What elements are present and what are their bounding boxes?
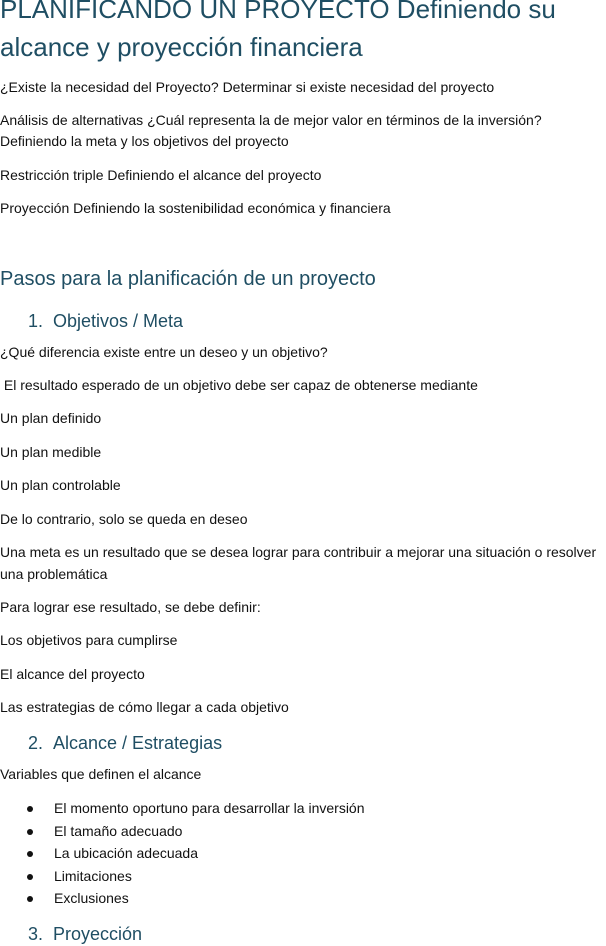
- step-2-heading: [28, 731, 222, 755]
- intro-line-3: Definiendo la meta y los objetivos del proyecto: [0, 133, 289, 149]
- step-3-number: 3.: [28, 924, 44, 944]
- list-item-text: El momento oportuno para desarrollar la inversión: [54, 800, 365, 816]
- step-1-paragraph: Los objetivos para cumplirse: [0, 632, 178, 648]
- list-item-text: Limitaciones: [54, 867, 132, 884]
- step-1-paragraph: De lo contrario, solo se queda en deseo: [0, 511, 248, 527]
- step-1-paragraph: Un plan controlable: [0, 477, 121, 493]
- list-item: [0, 842, 365, 865]
- intro-line-4: Restricción triple Definiendo el alcance del proyecto: [0, 167, 322, 183]
- list-item-text: Exclusiones: [54, 890, 129, 907]
- document-title: PLANIFICANDO UN PROYECTO Definiendo su alcance y proyección financiera: [0, 0, 556, 62]
- list-item: [0, 797, 365, 820]
- step-1-paragraph: ¿Qué diferencia existe entre un deseo y un objetivo?: [0, 344, 328, 360]
- step-1-paragraph: Una meta es un resultado que se desea lograr para contribuir a mejorar una situación o resolver una problemática: [0, 544, 597, 582]
- scope-variables-list: [0, 797, 365, 910]
- section-heading: Pasos para la planificación de un proyecto: [0, 268, 376, 290]
- step-1-paragraph: El alcance del proyecto: [0, 666, 145, 682]
- list-item-text: El tamaño adecuado: [54, 822, 183, 839]
- intro-line-1: ¿Existe la necesidad del Proyecto? Determinar si existe necesidad del proyecto: [0, 79, 495, 95]
- step-3-heading: [28, 922, 142, 946]
- step-1-paragraph: Para lograr ese resultado, se debe definir:: [0, 599, 261, 615]
- step-1-number: 1.: [28, 311, 44, 331]
- list-item-text: La ubicación adecuada: [54, 845, 199, 862]
- list-item: [0, 887, 365, 910]
- step-1-paragraph: El resultado esperado de un objetivo debe ser capaz de obtenerse mediante: [0, 377, 478, 393]
- step-1-paragraph: Un plan definido: [0, 410, 102, 426]
- step-1-paragraph: Las estrategias de cómo llegar a cada objetivo: [0, 699, 289, 715]
- step-3-label: Proyección: [53, 924, 143, 944]
- intro-line-2: Análisis de alternativas ¿Cuál representa la de mejor valor en términos de la inversión?: [0, 112, 542, 128]
- bullet-icon: [27, 806, 33, 812]
- bullet-icon: [27, 896, 33, 902]
- bullet-icon: [27, 874, 33, 880]
- step-1-label: Objetivos / Meta: [53, 311, 184, 331]
- bullet-icon: [27, 851, 33, 857]
- step-1-heading: [28, 309, 183, 333]
- step-2-intro: Variables que definen el alcance: [0, 766, 202, 782]
- list-item: [0, 820, 365, 843]
- step-2-label: Alcance / Estrategias: [53, 733, 223, 753]
- list-item: [0, 865, 365, 888]
- step-2-number: 2.: [28, 733, 44, 753]
- intro-line-5: Proyección Definiendo la sostenibilidad económica y financiera: [0, 200, 391, 216]
- bullet-icon: [27, 829, 33, 835]
- step-1-paragraph: Un plan medible: [0, 444, 102, 460]
